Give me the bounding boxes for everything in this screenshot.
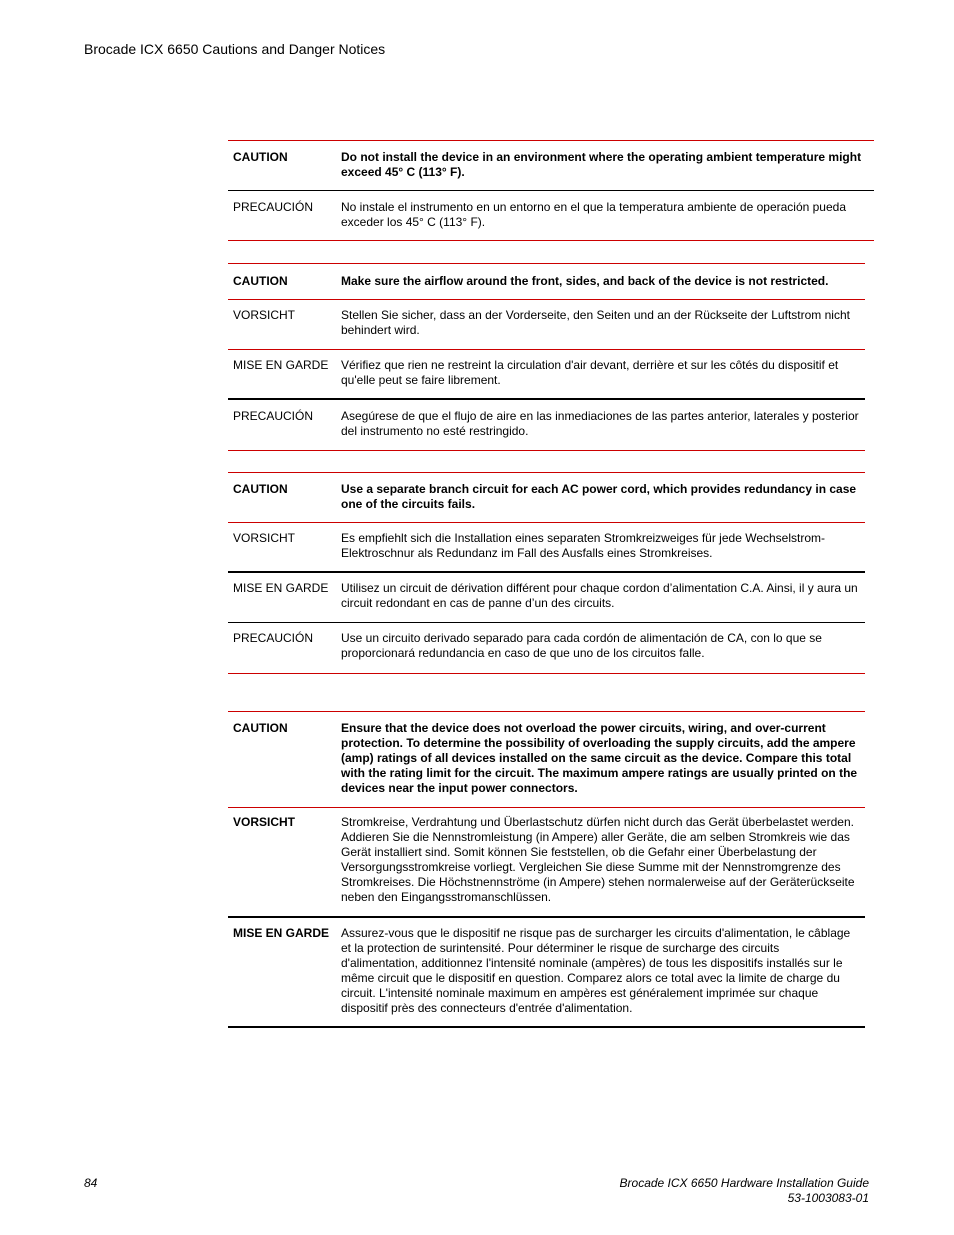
notice-row-french <box>228 573 865 623</box>
notice-text: Stromkreise, Verdrahtung und Überlastschutz dürfen nicht durch das Gerät überbelastet werden. Addieren Sie die Nennstromleistung (in Ampere) aller Geräte, die am selben Stromkreis wie das Gerät installiert sind. Somit können Sie feststellen, ob die Gefahr einer Überbelastung der Versorgungsstromkreise vorliegt. Vergleichen Sie diese Summe mit der Nennstromgrenze des Stromkreises. Die Höchstnennströme (in Ampere) stehen normalerweise auf der Geräterückseite neben den Eingangsstromanschlüssen. <box>341 815 855 904</box>
notice-row-german <box>228 523 865 573</box>
notice-text: Use a separate branch circuit for each AC power cord, which provides redundancy in case one of the circuits fails. <box>341 482 857 511</box>
page-number: 84 <box>84 1176 98 1190</box>
notice-label: CAUTION <box>233 721 288 735</box>
notice-label: VORSICHT <box>233 308 296 322</box>
notice-label: MISE EN GARDE <box>233 926 330 940</box>
notice-row-caution <box>228 712 865 808</box>
notice-row-caution <box>228 141 874 191</box>
notice-row-french <box>228 918 865 1028</box>
notice-row-german <box>228 300 865 350</box>
caution-notice-temperature <box>228 140 874 241</box>
notice-label: PRECAUCIÓN <box>233 631 314 645</box>
notice-row-spanish <box>228 191 874 241</box>
notice-label: CAUTION <box>233 274 288 288</box>
notice-row-german <box>228 808 865 918</box>
notice-row-caution <box>228 264 865 300</box>
notice-label: PRECAUCIÓN <box>233 200 314 214</box>
notice-text: Stellen Sie sicher, dass an der Vorderseite, den Seiten und an der Rückseite der Luftstrom nicht behindert wird. <box>341 308 850 337</box>
caution-notice-airflow <box>228 263 865 451</box>
notice-text: Es empfiehlt sich die Installation eines separaten Stromkreizweiges für jede Wechselstrom-Elektroschnur als Redundanz im Fall des Ausfalls eines Stromkreises. <box>341 531 825 560</box>
notice-label: MISE EN GARDE <box>233 358 329 372</box>
notice-text: Do not install the device in an environment where the operating ambient temperature might exceed 45° C (113° F). <box>341 150 862 179</box>
notice-text: Make sure the airflow around the front, sides, and back of the device is not restricted. <box>341 274 829 288</box>
notice-label: VORSICHT <box>233 531 296 545</box>
notice-label: CAUTION <box>233 150 288 164</box>
notice-label: CAUTION <box>233 482 288 496</box>
notice-row-spanish <box>228 623 865 674</box>
page-header-title: Brocade ICX 6650 Cautions and Danger Notices <box>84 41 386 57</box>
notice-text: No instale el instrumento en un entorno en el que la temperatura ambiente de operación pueda exceder los 45° C (113° F). <box>341 200 847 229</box>
notice-text: Asegúrese de que el flujo de aire en las inmediaciones de las partes anterior, laterales y posterior del instrumento no esté restringido. <box>341 409 859 438</box>
notice-text: Assurez-vous que le dispositif ne risque pas de surcharger les circuits d'alimentation, le câblage et la protection de surintensité. Pour déterminer le risque de surcharge des circuits d'alimentation, additionnez l'intensité nominale (ampères) de tous les dispositifs installés sur le même circuit que le dispositif en question. Comparez alors ce total avec la limite de charge du circuit. L'intensité nominale maximum en ampères est généralement imprimée sur chaque dispositif près des connecteurs d'entrée d'alimentation. <box>341 926 851 1015</box>
notice-text: Utilisez un circuit de dérivation différent pour chaque cordon d’alimentation C.A. Ainsi, il y aura un circuit redondant en cas de panne d’un des circuits. <box>341 581 858 610</box>
caution-notice-power-overload <box>228 711 865 1028</box>
notice-text: Use un circuito derivado separado para cada cordón de alimentación de CA, con lo que se proporcionará redundancia en caso de que uno de los circuitos falle. <box>341 631 822 660</box>
notice-row-spanish <box>228 400 865 451</box>
notice-label: VORSICHT <box>233 815 296 829</box>
footer-doc-info <box>620 1176 869 1206</box>
notice-label: MISE EN GARDE <box>233 581 329 595</box>
notice-row-french <box>228 350 865 400</box>
notice-label: PRECAUCIÓN <box>233 409 314 423</box>
footer-doc-number: 53-1003083-01 <box>787 1191 869 1205</box>
footer-doc-title: Brocade ICX 6650 Hardware Installation Guide <box>619 1176 869 1190</box>
notice-text: Vérifiez que rien ne restreint la circulation d'air devant, derrière et sur les côtés du dispositif et qu'elle peut se faire librement. <box>341 358 839 387</box>
notice-text: Ensure that the device does not overload the power circuits, wiring, and over-current protection. To determine the possibility of overloading the supply circuits, add the ampere (amp) ratings of all devices installed on the same circuit as the device. Compare this total with the rating limit for the circuit. The maximum ampere ratings are usually printed on the devices near the input power connectors. <box>341 721 858 795</box>
notice-row-caution <box>228 473 865 523</box>
caution-notice-branch-circuit <box>228 472 865 674</box>
